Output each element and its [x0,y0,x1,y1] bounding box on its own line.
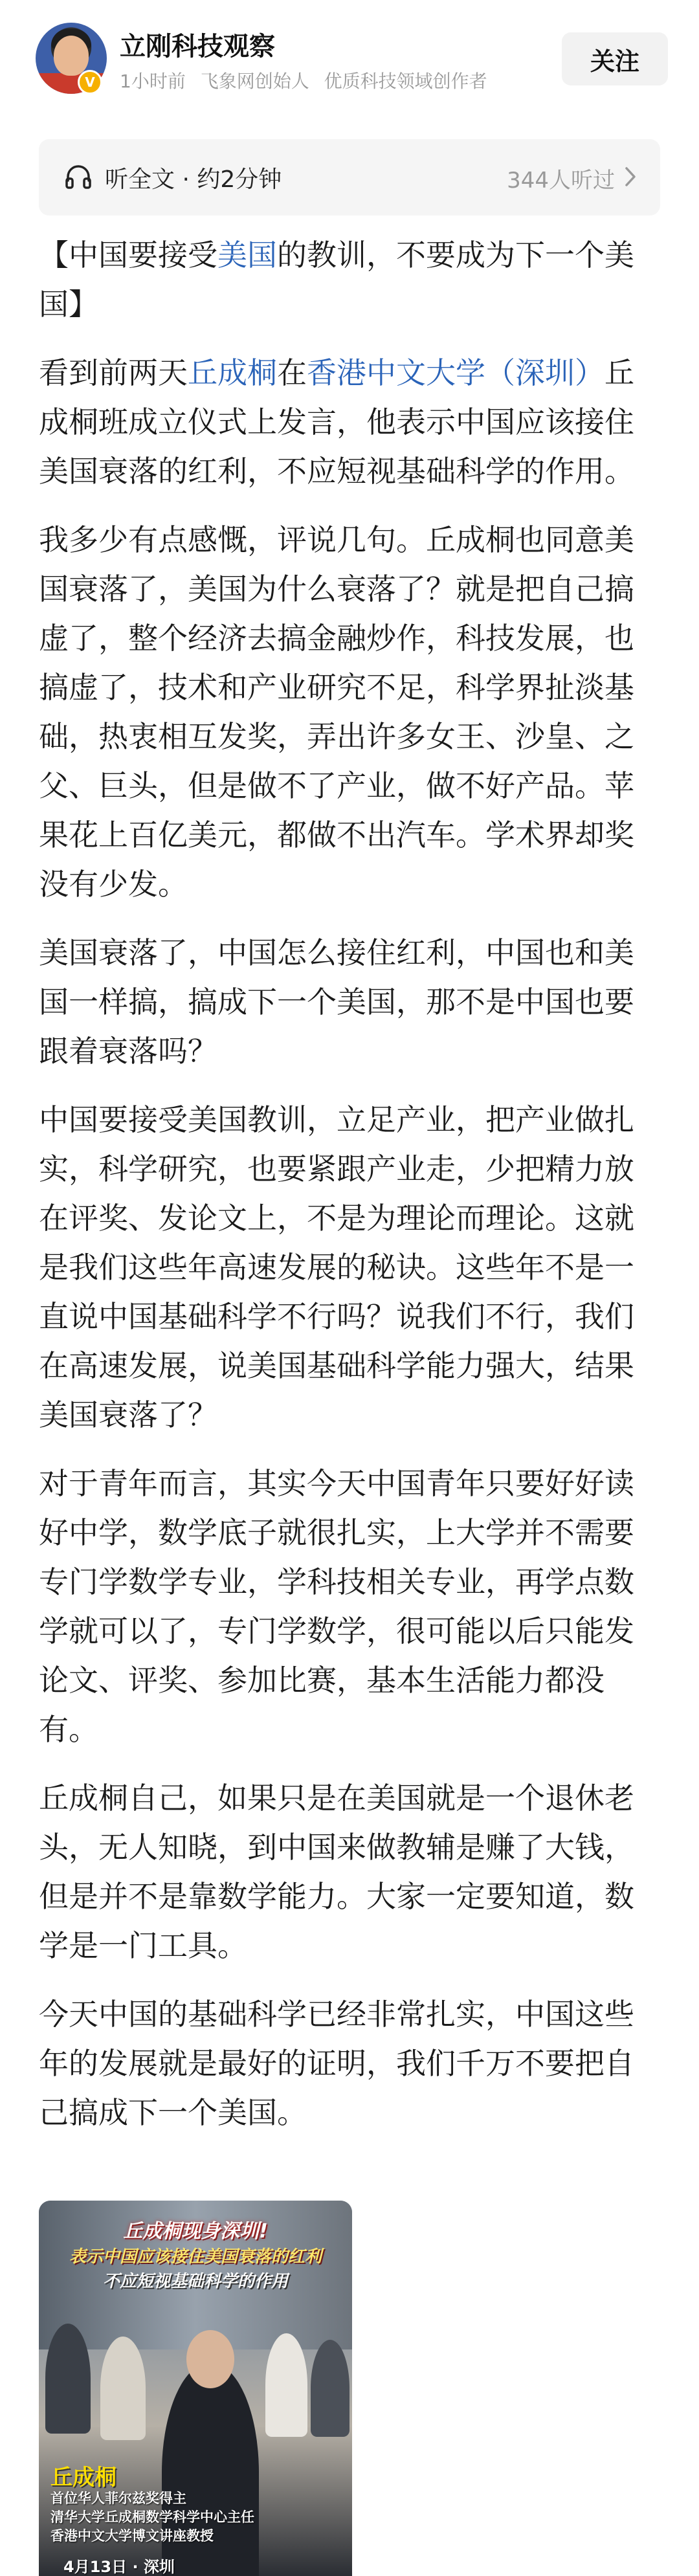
paragraph-2: 我多少有点感慨，评说几句。丘成桐也同意美国衰落了，美国为什么衰落了？就是把自己搞虚了，整个经济去搞金融炒作，科技发展，也搞虚了，技术和产业研究不足，科学界扯淡基础，热衷相互发奖，弄出许多女王、沙皇、之父、巨头，但是做不了产业，做不好产品。苹果花上百亿美元，都做不出汽车。学术界却奖没有少发。 [39,522,634,902]
audience-figure [311,2340,350,2437]
post-time: 1小时前 [120,71,186,92]
paragraph-1 [39,348,661,496]
listen-full-text-bar[interactable] [39,139,660,216]
verified-badge-icon: V [78,70,102,94]
link-usa[interactable]: 美国 [217,238,277,272]
paragraph-5: 对于青年而言，其实今天中国青年只要好好读好中学，数学底子就很扎实，上大学并不需要专门学数学专业，学科技相关专业，再学点数学就可以了，专门学数学，很可能以后只能发论文、评奖、参加比赛，基本生活能力都没有。 [39,1466,634,1747]
avatar-face [54,36,89,76]
p1-text-c: 丘成桐班成立仪式上发言，他表示中国应该接住美国衰落的红利，不应短视基础科学的作用。 [39,355,634,489]
p1-text-a: 看到前两天 [39,355,188,390]
article-image[interactable] [39,2201,352,2576]
image-desc-line-1: 首位华人菲尔兹奖得主 [50,2491,186,2506]
listen-count: 344人听过 [507,168,615,194]
image-date: 4月13日 · 深圳 [63,2558,175,2576]
author-meta [120,67,496,93]
chevron-right-icon [624,166,637,188]
post-header [0,0,699,129]
article-title [39,230,661,329]
audience-figure [100,2337,146,2440]
audience-figure [45,2324,91,2434]
link-qiu-chengtong[interactable]: 丘成桐 [188,355,277,390]
title-text-a: 【中国要接受 [39,238,217,272]
link-cuhk-shenzhen[interactable]: 香港中文大学（深圳） [307,355,605,390]
image-subtitle-2: 不应短视基础科学的作用 [102,2272,288,2291]
author-name[interactable]: 立刚科技观察 [120,32,275,61]
image-title: 丘成桐现身深圳! [123,2220,268,2243]
author-tag: 优质科技领域创作者 [324,71,487,92]
article-body [39,230,661,2157]
paragraph-3: 美国衰落了，中国怎么接住红利，中国也和美国一样搞，搞成下一个美国，那不是中国也要跟着衰落吗？ [39,935,634,1069]
paragraph-6: 丘成桐自己，如果只是在美国就是一个退休老头，无人知晓，到中国来做教辅是赚了大钱，但是并不是靠数学能力。大家一定要知道，数学是一门工具。 [39,1781,634,1963]
image-person-name: 丘成桐 [50,2465,116,2491]
image-person-desc [50,2489,254,2546]
follow-button[interactable]: 关注 [562,32,668,85]
image-subtitle-1: 表示中国应该接住美国衰落的红利 [69,2247,322,2267]
title-text-b: 的教训，不要成为下一个美国】 [39,238,634,322]
author-title: 飞象网创始人 [200,71,309,92]
image-desc-line-3: 香港中文大学博文讲座教授 [50,2528,214,2544]
paragraph-7: 今天中国的基础科学已经非常扎实，中国这些年的发展就是最好的证明，我们千万不要把自己搞成下一个美国。 [39,1997,634,2130]
paragraph-4: 中国要接受美国教训，立足产业，把产业做扎实，科学研究，也要紧跟产业走，少把精力放在评奖、发论文上，不是为理论而理论。这就是我们这些年高速发展的秘诀。这些年不是一直说中国基础科学不行吗？说我们不行，我们在高速发展，说美国基础科学能力强大，结果美国衰落了？ [39,1102,634,1432]
audience-figure [265,2333,307,2437]
speaker-head [186,2330,234,2388]
headphone-icon [65,164,92,190]
listen-label: 听全文 · 约2分钟 [105,166,282,193]
p1-text-b: 在 [277,355,307,390]
image-desc-line-2: 清华大学丘成桐数学科学中心主任 [50,2509,254,2525]
